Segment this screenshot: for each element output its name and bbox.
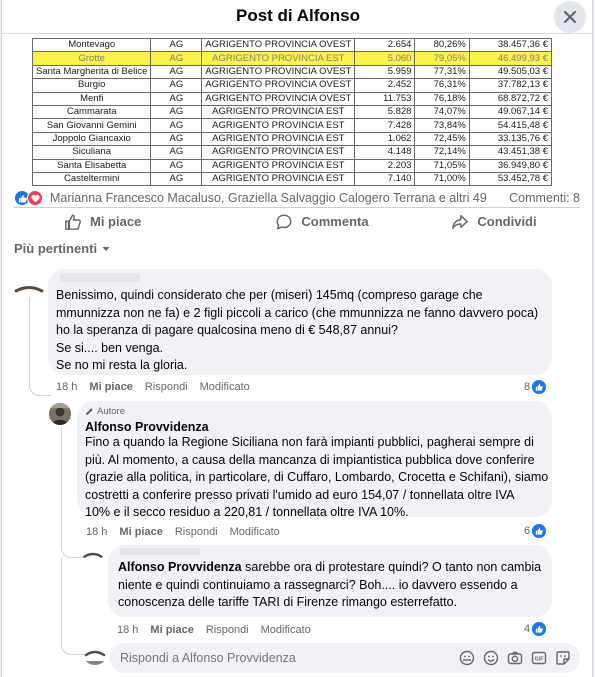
pencil-icon: [85, 407, 94, 416]
avatar[interactable]: [82, 548, 104, 560]
comment-text: [118, 559, 541, 612]
post-image[interactable]: [32, 34, 552, 189]
comment-line: Se no mi resta la gloria.: [56, 358, 188, 372]
sheet-cell: 37.782,13 €: [469, 79, 551, 92]
avatar[interactable]: [49, 403, 71, 425]
sheet-cell: 54.415,48 €: [469, 119, 551, 132]
sheet-cell: 71,00%: [415, 172, 469, 185]
sheet-cell: 73,84%: [415, 119, 469, 132]
like-button[interactable]: [14, 208, 236, 235]
post-dialog: [1, 0, 593, 677]
sheet-cell: 43.451,38 €: [469, 146, 551, 159]
svg-text:GIF: GIF: [534, 656, 544, 663]
sheet-cell: AG: [151, 92, 202, 105]
sheet-cell: 11.753: [355, 92, 415, 105]
comment-author[interactable]: Alfonso Provvidenza: [85, 420, 209, 434]
comment-edited-label: Modificato: [229, 526, 280, 538]
comment-line: Fino a quando la Regione Siciliana non farà impianti pubblici, pagherai sempre di: [85, 435, 534, 449]
comment-line: più. Al momento, a causa della mancanza di impiantistica pubblica dove conferire: [85, 452, 535, 467]
like-label: Mi piace: [90, 214, 142, 229]
avatar-sticker-icon[interactable]: [458, 649, 476, 667]
sheet-cell: Santa Elisabetta: [33, 159, 151, 172]
sheet-cell: AGRIGENTO PROVINCIA OVEST: [202, 65, 355, 78]
comment-reaction-count[interactable]: 4: [524, 622, 546, 636]
sheet-cell: AG: [151, 39, 202, 52]
like-reaction-icon: [532, 380, 546, 394]
sheet-cell: 36.949,80 €: [469, 159, 551, 172]
sheet-cell: AG: [151, 65, 202, 78]
reply-box[interactable]: [110, 643, 580, 673]
sheet-cell: 76,31%: [415, 79, 469, 92]
sheet-cell: 33.135,76 €: [469, 132, 551, 145]
comment-reply-link[interactable]: Rispondi: [144, 381, 188, 393]
sheet-cell: 5.828: [355, 105, 415, 118]
sheet-cell: AGRIGENTO PROVINCIA EST: [202, 52, 355, 65]
sheet-cell: 2.452: [355, 79, 415, 92]
mention-link[interactable]: Alfonso Provvidenza: [118, 560, 242, 574]
comment-like-link[interactable]: Mi piace: [119, 526, 163, 538]
comment-sort-dropdown[interactable]: [14, 241, 111, 256]
comment-count[interactable]: Commenti: 8: [509, 191, 580, 205]
reactions-bar[interactable]: [14, 188, 580, 208]
comment-meta: [56, 381, 250, 393]
sheet-cell: Casteltermini: [33, 172, 151, 185]
sheet-cell: 80,26%: [415, 39, 469, 52]
sheet-row: [33, 105, 552, 118]
share-button[interactable]: [408, 208, 580, 235]
comment-reaction-count[interactable]: 6: [524, 524, 546, 538]
sheet-cell: AGRIGENTO PROVINCIA EST: [202, 105, 355, 118]
sheet-cell: 2.654: [355, 39, 415, 52]
sheet-cell: 2.203: [355, 159, 415, 172]
sheet-cell: 49.505,03 €: [469, 65, 551, 78]
sheet-cell: 49.067,14 €: [469, 105, 551, 118]
sheet-cell: AGRIGENTO PROVINCIA EST: [202, 172, 355, 185]
sheet-cell: AGRIGENTO PROVINCIA OVEST: [202, 92, 355, 105]
reaction-icons[interactable]: [14, 190, 43, 206]
sheet-row: [33, 146, 552, 159]
comment-line: Alfonso Provvidenza sarebbe ora di protestare quindi? O tanto non cambia: [118, 560, 542, 574]
sheet-cell: AG: [151, 52, 202, 65]
comment-line: niente e quindi continuiamo a rassegnarci? Boh.... io davvero essendo a: [118, 577, 518, 592]
sheet-cell: 1.062: [355, 132, 415, 145]
spreadsheet-table: [32, 38, 552, 186]
comment-time[interactable]: 18 h: [86, 526, 108, 538]
reaction-names[interactable]: Marianna Francesco Macaluso, Graziella Salvaggio Calogero Terrana e altri 49: [50, 191, 487, 205]
comment-label: Commenta: [301, 214, 369, 229]
sheet-cell: 7.428: [355, 119, 415, 132]
sheet-cell: 53.452,78 €: [469, 172, 551, 185]
comment-reply-link[interactable]: Rispondi: [205, 624, 249, 636]
dialog-title: Post di Alfonso: [235, 6, 361, 25]
comment-like-link[interactable]: Mi piace: [89, 381, 133, 393]
comment-icon: [275, 213, 293, 231]
comment-author[interactable]: [60, 273, 140, 282]
sheet-cell: AG: [151, 132, 202, 145]
sheet-cell: 4.148: [355, 146, 415, 159]
comment-time[interactable]: 18 h: [56, 381, 78, 393]
comment-bubble: [108, 545, 552, 617]
sheet-cell: Burgio: [33, 79, 151, 92]
sheet-cell: AG: [151, 105, 202, 118]
sheet-cell: AG: [151, 159, 202, 172]
thread-line: [61, 558, 85, 655]
comment-reply-link[interactable]: Rispondi: [174, 526, 218, 538]
sheet-cell: 71,05%: [415, 159, 469, 172]
sheet-cell: 77,31%: [415, 65, 469, 78]
sheet-row: [33, 119, 552, 132]
sheet-cell: 74,07%: [415, 105, 469, 118]
emoji-icon[interactable]: [482, 649, 500, 667]
comment-line: mmunnizza non ne fa) e 2 figli piccoli a carico (che mmunnizza ne fanno davvero poca): [56, 305, 539, 320]
comment-text: [56, 287, 538, 375]
comment-reaction-count[interactable]: 8: [524, 380, 546, 394]
comment-time[interactable]: 18 h: [117, 624, 139, 636]
sheet-cell: Joppolo Giancaxio: [33, 132, 151, 145]
dialog-header: [2, 0, 593, 34]
comment-line: Benissimo, quindi considerato che per (miseri) 145mq (compreso garage che: [56, 288, 483, 302]
avatar[interactable]: [84, 647, 106, 665]
close-icon: [563, 10, 577, 24]
sheet-cell: Grotte: [33, 52, 151, 65]
sheet-cell: AGRIGENTO PROVINCIA EST: [202, 132, 355, 145]
sheet-row: [33, 79, 552, 92]
comment-bubble: [48, 269, 552, 375]
close-button[interactable]: [554, 1, 586, 33]
comment-like-link[interactable]: Mi piace: [150, 624, 194, 636]
sheet-cell: Santa Margherita di Belice: [33, 65, 151, 78]
love-reaction-icon: [27, 190, 43, 206]
share-label: Condividi: [477, 214, 537, 229]
sheet-cell: AGRIGENTO PROVINCIA EST: [202, 159, 355, 172]
comment-line: 10% e il secco residuo a 220,81 / tonnellata oltre IVA 10%.: [85, 505, 409, 519]
comment-author[interactable]: [120, 548, 200, 555]
comment-edited-label: Modificato: [199, 381, 250, 393]
comment-button[interactable]: [236, 208, 408, 235]
comment-bubble: [77, 401, 552, 517]
sheet-row: [33, 39, 552, 52]
sheet-cell: 72,45%: [415, 132, 469, 145]
sheet-cell: Siculiana: [33, 146, 151, 159]
sheet-cell: 38.457,36 €: [469, 39, 551, 52]
comment-line: costretti a conferire presso privati l'umido ad euro 154,07 / tonnellata oltre IVA: [85, 487, 515, 502]
sheet-cell: 79,05%: [415, 52, 469, 65]
sheet-cell: AGRIGENTO PROVINCIA EST: [202, 119, 355, 132]
sheet-cell: 5.060: [355, 52, 415, 65]
sheet-cell: 5.959: [355, 65, 415, 78]
sheet-cell: 46.499,93 €: [469, 52, 551, 65]
camera-icon[interactable]: [506, 649, 524, 667]
sticker-icon[interactable]: [554, 649, 572, 667]
sheet-cell: Menfi: [33, 92, 151, 105]
author-badge: Autore: [85, 406, 125, 417]
sheet-cell: 68.872,72 €: [469, 92, 551, 105]
sheet-cell: AG: [151, 172, 202, 185]
comment-meta: [117, 624, 311, 636]
sheet-cell: AG: [151, 146, 202, 159]
sheet-row: [33, 92, 552, 105]
gif-icon[interactable]: [530, 649, 548, 667]
reply-input[interactable]: [120, 649, 450, 667]
sheet-row: [33, 52, 552, 65]
caret-down-icon: [101, 244, 111, 254]
like-reaction-icon: [532, 524, 546, 538]
sort-label: Più pertinenti: [14, 241, 98, 256]
sheet-cell: 76,18%: [415, 92, 469, 105]
sheet-row: [33, 132, 552, 145]
post-actions: [14, 207, 580, 235]
comment-meta: [86, 526, 280, 538]
reply-tools: [458, 649, 572, 667]
like-reaction-icon: [532, 622, 546, 636]
sheet-cell: Montevago: [33, 39, 151, 52]
comment-line: Se si.... ben venga.: [56, 340, 164, 355]
comment-line: ho la speranza di pagare qualcosina meno di € 548,87 annui?: [56, 323, 398, 337]
sheet-cell: San Giovanni Gemini: [33, 119, 151, 132]
sheet-cell: 72,14%: [415, 146, 469, 159]
sheet-row: [33, 172, 552, 185]
comment-line: (grazie alla politica, in particolare, di Cuffaro, Lombardo, Crocetta e Schifani), siamo: [85, 470, 549, 484]
sheet-cell: Cammarata: [33, 105, 151, 118]
sheet-row: [33, 65, 552, 78]
sheet-cell: AGRIGENTO PROVINCIA OVEST: [202, 79, 355, 92]
sheet-row: [33, 159, 552, 172]
sheet-cell: 7.140: [355, 172, 415, 185]
avatar[interactable]: [14, 281, 44, 297]
comment-line: conoscenza delle tariffe TARI di Firenze rimango esterrefatto.: [118, 595, 458, 609]
share-icon: [451, 213, 469, 231]
sheet-cell: AGRIGENTO PROVINCIA OVEST: [202, 39, 355, 52]
sheet-cell: AGRIGENTO PROVINCIA EST: [202, 146, 355, 159]
comment-text: [85, 434, 548, 522]
sheet-cell: AG: [151, 119, 202, 132]
comment-edited-label: Modificato: [260, 624, 311, 636]
sheet-cell: AG: [151, 79, 202, 92]
thumbs-up-icon: [64, 213, 82, 231]
